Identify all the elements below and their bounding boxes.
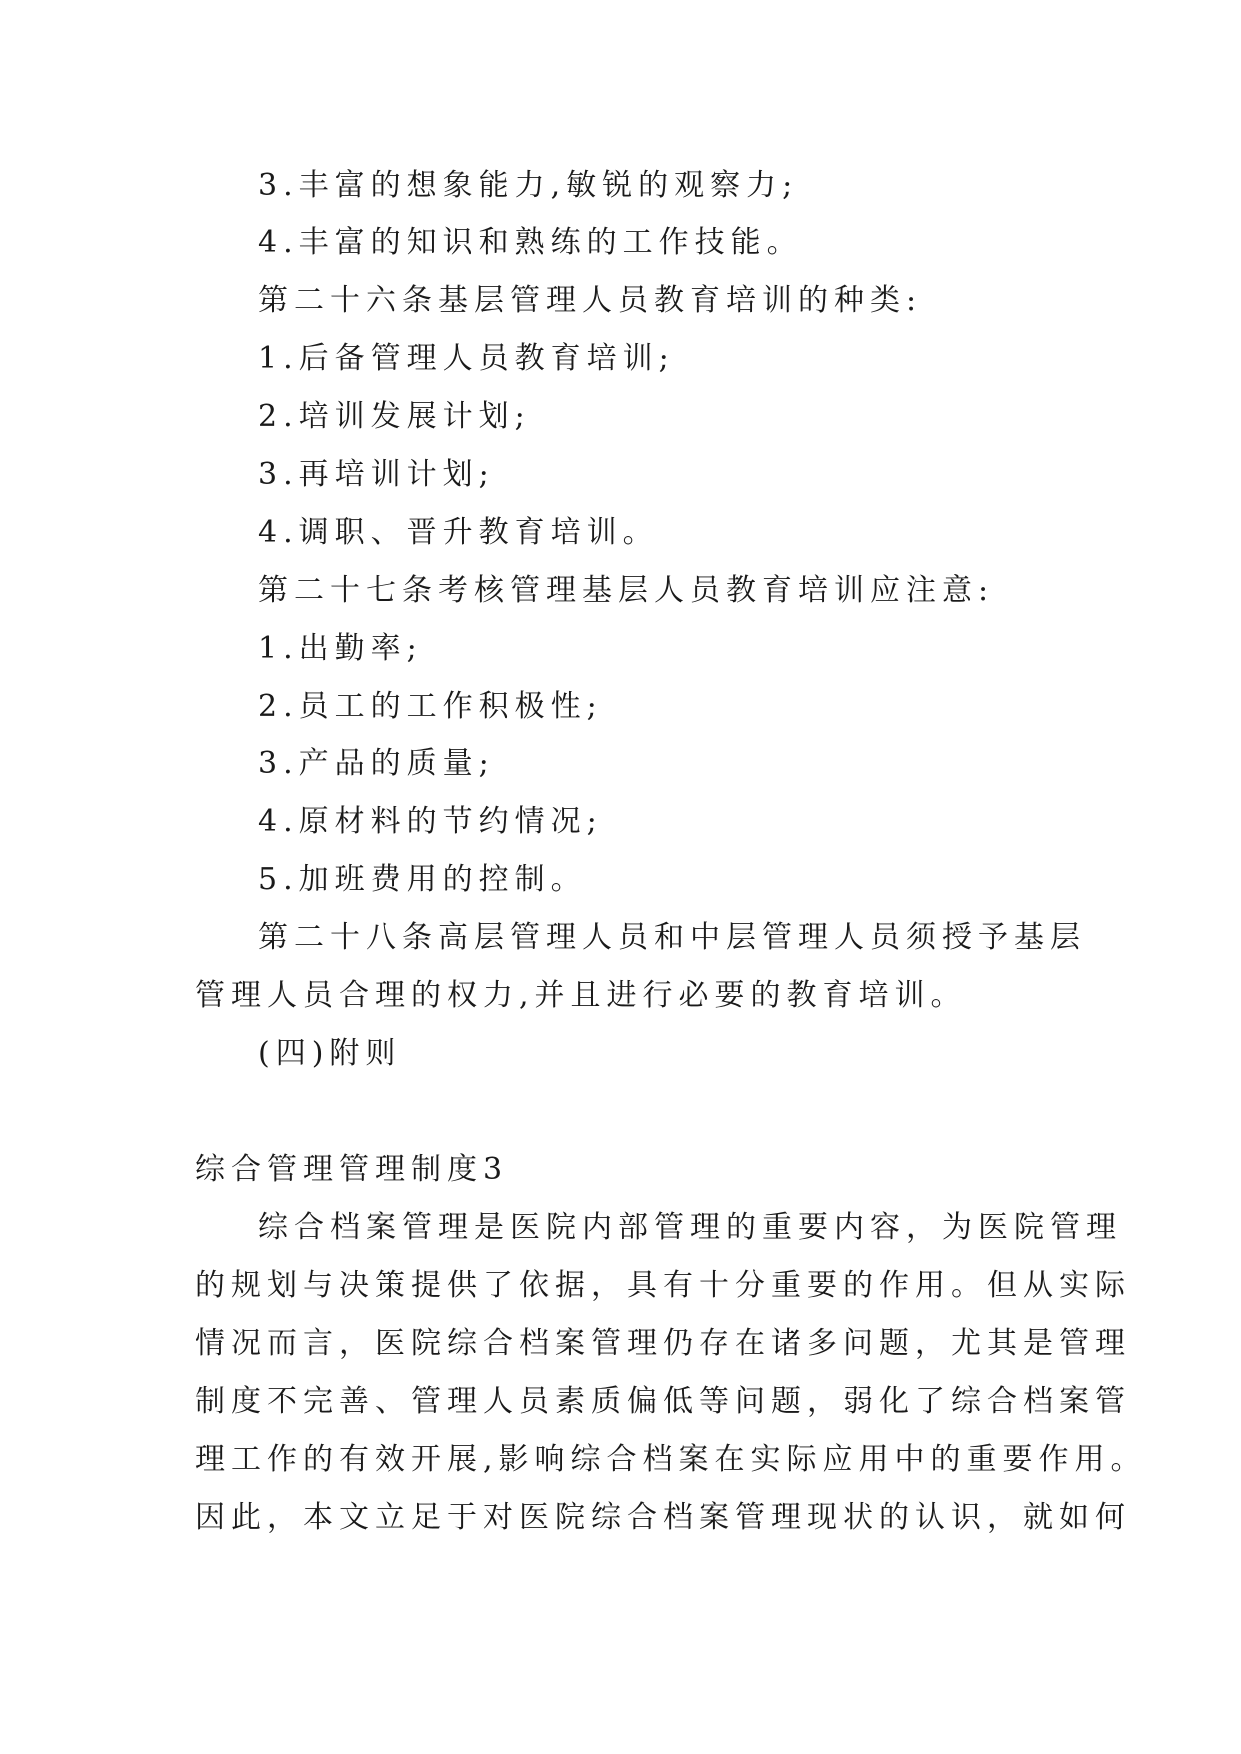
section-heading: 综合管理管理制度3 — [195, 1152, 509, 1187]
list-item: 2.员工的工作积极性; — [258, 689, 603, 724]
list-item: 5.加班费用的控制。 — [258, 862, 587, 897]
list-item: 4.原材料的节约情况; — [258, 804, 603, 839]
list-item: 2.培训发展计划; — [258, 399, 531, 434]
paragraph-line: 理工作的有效开展,影响综合档案在实际应用中的重要作用。 — [195, 1442, 1147, 1477]
list-item: 1.后备管理人员教育培训; — [258, 341, 675, 376]
article-28-line: 管理人员合理的权力,并且进行必要的教育培训。 — [195, 978, 967, 1013]
list-item: 4.丰富的知识和熟练的工作技能。 — [258, 225, 803, 260]
paragraph-line: 综合档案管理是医院内部管理的重要内容，为医院管理 — [258, 1210, 1122, 1245]
appendix-heading: (四)附则 — [258, 1036, 402, 1071]
paragraph-line: 情况而言，医院综合档案管理仍存在诸多问题，尤其是管理 — [195, 1326, 1131, 1361]
list-item: 3.产品的质量; — [258, 746, 495, 781]
list-item: 1.出勤率; — [258, 631, 423, 666]
paragraph-line: 因此，本文立足于对医院综合档案管理现状的认识，就如何 — [195, 1500, 1131, 1535]
paragraph-line: 制度不完善、管理人员素质偏低等问题，弱化了综合档案管 — [195, 1384, 1131, 1419]
list-item: 3.再培训计划; — [258, 457, 495, 492]
article-26-heading: 第二十六条基层管理人员教育培训的种类: — [258, 283, 923, 318]
list-item: 3.丰富的想象能力,敏锐的观察力; — [258, 168, 799, 203]
list-item: 4.调职、晋升教育培训。 — [258, 515, 659, 550]
article-27-heading: 第二十七条考核管理基层人员教育培训应注意: — [258, 573, 995, 608]
article-28-line: 第二十八条高层管理人员和中层管理人员须授予基层 — [258, 920, 1086, 955]
paragraph-line: 的规划与决策提供了依据，具有十分重要的作用。但从实际 — [195, 1268, 1131, 1303]
